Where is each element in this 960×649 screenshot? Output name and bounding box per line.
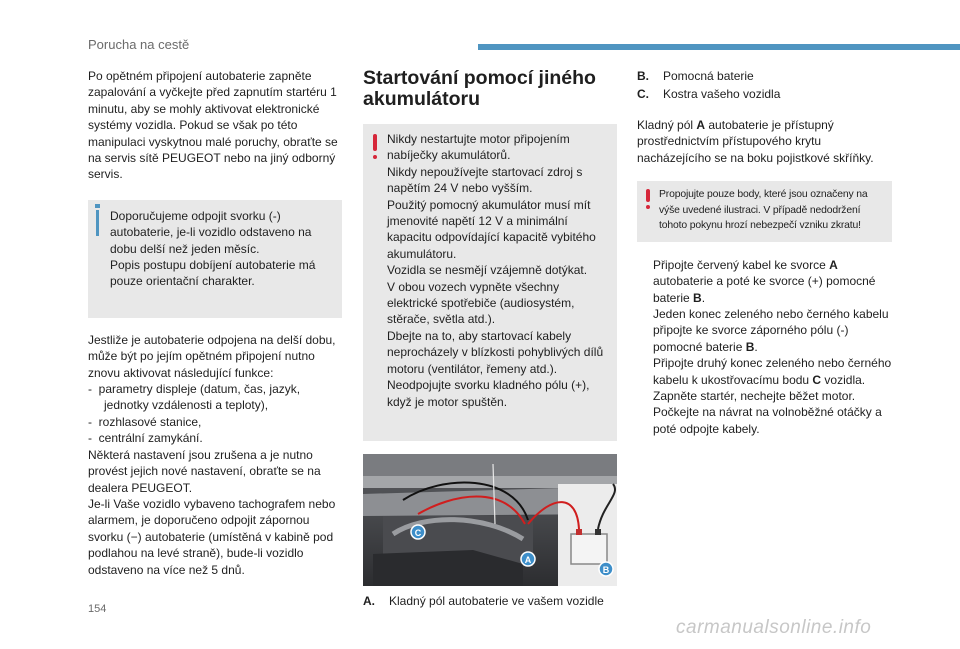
callout-a-label: A [524,555,532,565]
step-item: Připojte červený kabel ke svorce A autobaterie a poté ke svorce (+) pomocné baterie B. [637,257,892,306]
callout-b-label: B [602,565,610,575]
engine-bay-illustration [363,454,617,586]
info-icon [96,210,99,236]
warning-icon [373,134,377,151]
intro-paragraph: Po opětném připojení autobaterie zapněte zapalování a vyčkejte před zapnutím startéru 1 minutu, aby se mohly aktivovat elektronické systémy vozidla. Pokud se však po této manipulaci vyskytnou malé poruchy, obraťte se na servis sítě PEUGEOT nebo na jiný odborný servis. [88,69,338,182]
legend-label: C. [637,87,649,102]
step-bullet-icon [637,306,653,355]
legend-text: Kostra vašeho vozidla [663,87,781,102]
reactivation-intro: Jestliže je autobaterie odpojena na delší dobu, může být po jejím opětném připojení nutno znovu aktivovat následující funkce: [88,332,336,380]
access-paragraph [637,117,892,166]
caption-label: A. [363,594,375,608]
list-item: - parametry displeje (datum, čas, jazyk, jednotky vzdálenosti a teploty), [88,382,301,413]
column-3 [637,68,892,437]
info-box-text: Doporučujeme odpojit svorku (-) autobaterie, je-li vozidlo odstaveno na dobu delší než jeden měsíc. Popis postupu dobíjení autobaterie má pouze orientační charakter. [110,208,316,289]
callout-c-label: C [414,528,422,538]
access-text: Kladný pól [637,117,697,132]
access-text: autobaterie je přístupný prostřednictvím přístupového krytu nacházejícího se na boku pojistkové skříňky. [637,117,874,165]
step-item: Připojte druhý konec zeleného nebo černého kabelu k ukostřovacímu bodu C vozidla. [637,355,892,388]
step-bullet-icon [637,257,653,306]
step-item: Počkejte na návrat na volnoběžné otáčky a poté odpojte kabely. [637,404,892,437]
info-box [88,200,342,318]
legend-item [637,86,892,102]
short-circuit-warning-box [637,181,892,242]
header-accent-bar [478,44,960,50]
column-1 [88,68,342,578]
figure-caption [363,593,617,609]
step-item: Jeden konec zeleného nebo černého kabelu připojte ke svorce záporného pólu (-) pomocné baterie B. [637,306,892,355]
warning-box [363,124,617,441]
legend-item [637,68,892,84]
step-bullet-icon [637,355,653,388]
section-title: Porucha na cestě [88,37,190,52]
engine-bay-svg [363,454,617,586]
page-number: 154 [88,603,107,615]
access-bold: A [696,117,706,132]
section-heading: Startování pomocí jiného akumulátoru [363,67,596,110]
list-item: - rozhlasové stanice, [88,414,202,429]
procedure-steps [637,257,892,437]
watermark: carmanualsonline.info [676,617,872,638]
step-bullet-icon [637,404,653,437]
reactivation-section [88,332,342,578]
warning-icon [646,189,650,202]
legend-text: Pomocná baterie [663,69,754,83]
reactivation-outro: Některá nastavení jsou zrušena a je nutno provést jejich nové nastavení, obraťte se na dealera PEUGEOT. Je-li Vaše vozidlo vybaveno tachografem nebo alarmem, je doporučeno odpojit zápornou svorku (−) autobaterie (umístěná v kabině pod podlahou na levé straně), bude-li vozidlo odstaveno na více než 5 dnů. [88,447,336,577]
column-2 [363,68,617,609]
list-item: - centrální zamykání. [88,431,203,446]
step-bullet-icon [637,388,653,404]
short-circuit-warning-text: Propojujte pouze body, které jsou označeny na výše uvedené ilustraci. V případě nedodržení tohoto pokynu hrozí nebezpečí vzniku zkratu! [659,189,868,232]
caption-text: Kladný pól autobaterie ve vašem vozidle [389,594,604,608]
legend-label: B. [637,69,649,83]
warning-box-text: Nikdy nestartujte motor připojením nabíječky akumulátorů. Nikdy nepoužívejte startovací zdroj s napětím 24 V nebo vyšším. Použitý pomocný akumulátor musí mít jmenovité napětí 12 V a minimální kapacitu odpovídající kapacitě vybitého akumulátoru. Vozidla se nesmějí vzájemně dotýkat. V obou vozech vypněte všechny elektrické spotřebiče (audiosystém, stěrače, světla atd.). Dbejte na to, aby startovací kabely neprocházely v blízkosti pohyblivých dílů motoru (ventilátor, řemeny atd.). Neodpojujte svorku kladného pólu (+), když je motor spuštěn. [387,132,604,409]
step-item: Zapněte startér, nechejte běžet motor. [637,388,892,404]
